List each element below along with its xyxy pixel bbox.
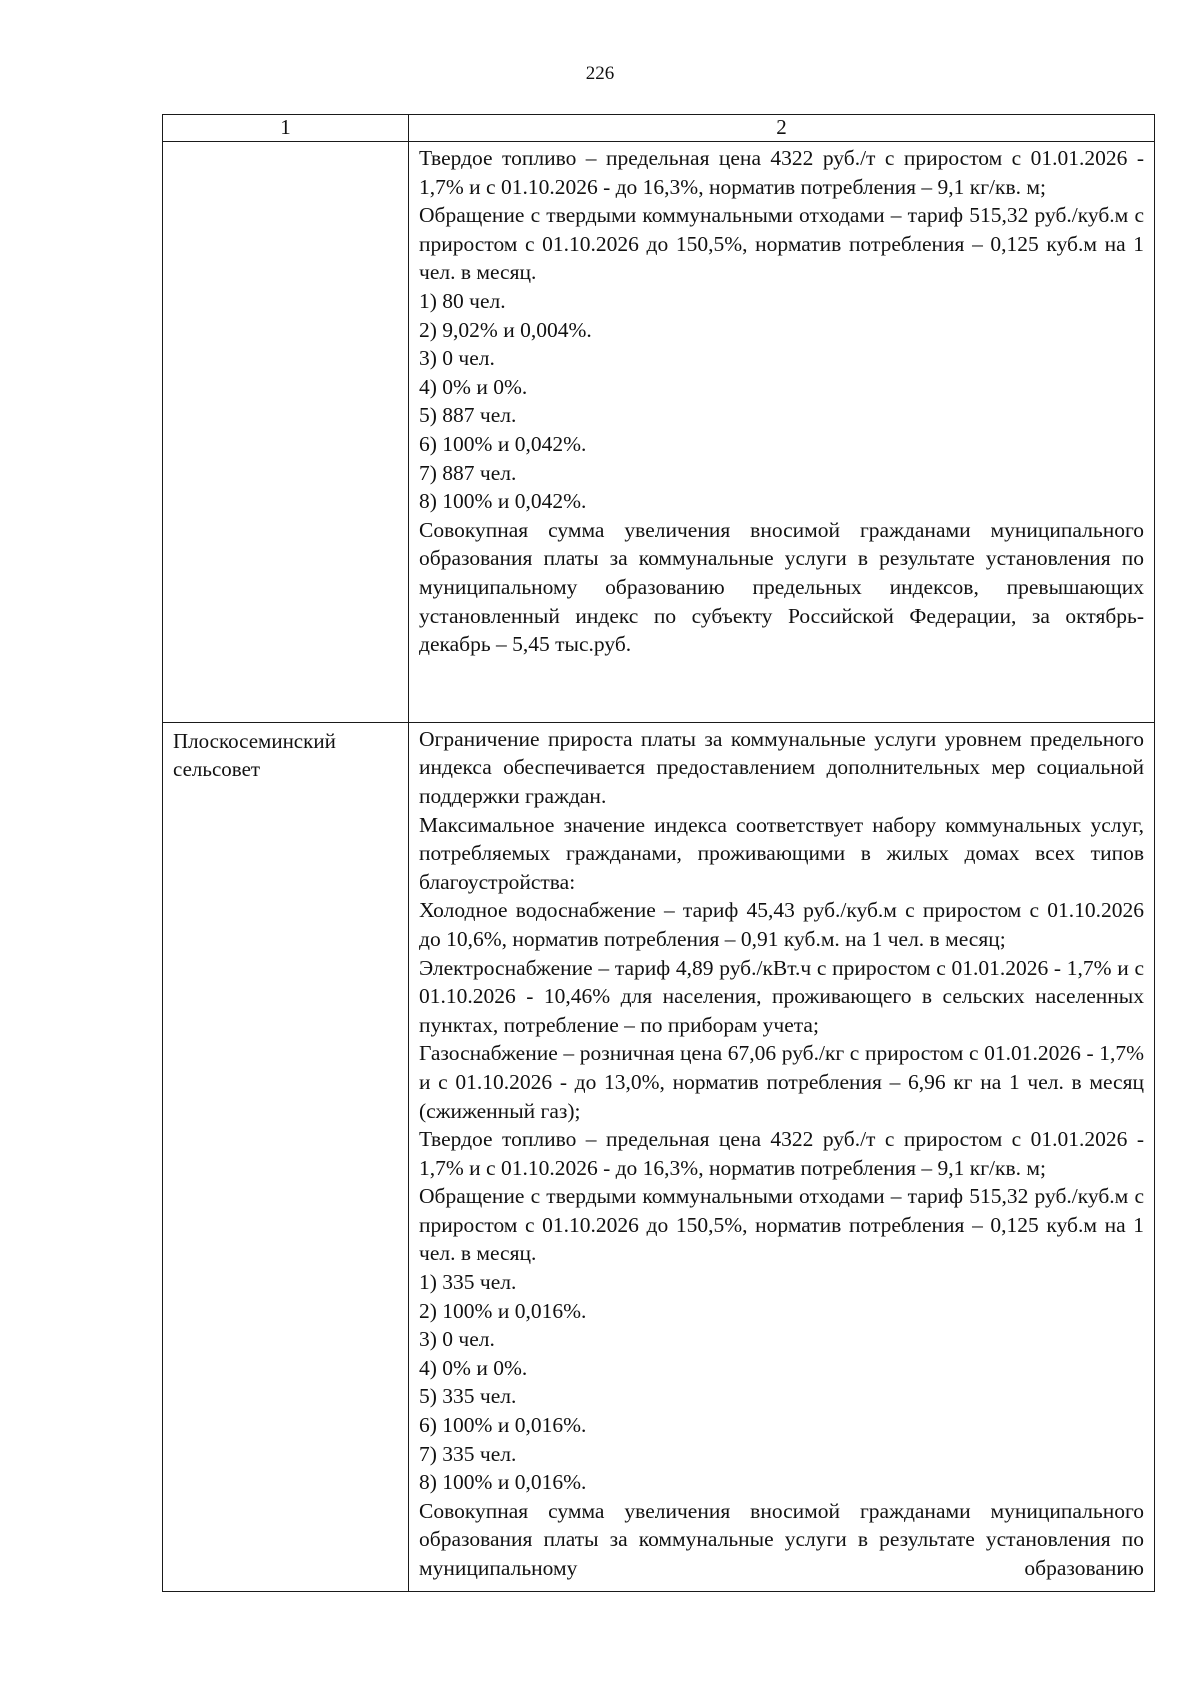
tariff-table: [162, 114, 1155, 1592]
list-item: 8) 100% и 0,016%.: [419, 1470, 587, 1495]
list-item: 5) 335 чел.: [419, 1384, 517, 1409]
paragraph-summary: Совокупная сумма увеличения вносимой гражданами муниципального образования платы за коммунальные услуги в результате установления по муниципальному образованию: [419, 1498, 1144, 1581]
paragraph-max-index: Максимальное значение индекса соответствует набору коммунальных услуг, потребляемых гражданами, проживающими в жилых домах всех типов благоустройства:: [419, 812, 1144, 894]
table-header-row: [163, 115, 1155, 142]
paragraph-solid-fuel: Твердое топливо – предельная цена 4322 руб./т с приростом с 01.01.2026 - 1,7% и с 01.10.2026 - до 16,3%, норматив потребления – 9,1 кг/кв. м;: [419, 146, 1144, 199]
list-item: 2) 100% и 0,016%.: [419, 1298, 587, 1323]
list-item: 4) 0% и 0%.: [419, 374, 528, 399]
page-number: 226: [585, 63, 615, 84]
list-item: 6) 100% и 0,042%.: [419, 431, 587, 456]
list-item: 6) 100% и 0,016%.: [419, 1413, 587, 1438]
paragraph-limit: Ограничение прироста платы за коммунальные услуги уровнем предельного индекса обеспечивается предоставлением дополнительных мер социальной поддержки граждан.: [419, 726, 1144, 808]
column-header-2: 2: [409, 115, 1155, 142]
list-item: 3) 0 чел.: [419, 346, 495, 371]
column-header-1: 1: [163, 115, 409, 142]
list-item: 7) 887 чел.: [419, 460, 517, 485]
table-row: [163, 142, 1155, 723]
paragraph-waste: Обращение с твердыми коммунальными отходами – тариф 515,32 руб./куб.м с приростом с 01.10.2026 до 150,5%, норматив потребления – 0,125 куб.м на 1 чел. в месяц.: [419, 203, 1144, 285]
paragraph-gas: Газоснабжение – розничная цена 67,06 руб./кг с приростом с 01.01.2026 - 1,7% и с 01.10.2026 - до 13,0%, норматив потребления – 6,96 кг на 1 чел. в месяц (сжиженный газ);: [419, 1041, 1144, 1123]
paragraph-waste: Обращение с твердыми коммунальными отходами – тариф 515,32 руб./куб.м с приростом с 01.10.2026 до 150,5%, норматив потребления – 0,125 куб.м на 1 чел. в месяц.: [419, 1184, 1144, 1266]
table-row: [163, 722, 1155, 1591]
paragraph-cold-water: Холодное водоснабжение – тариф 45,43 руб./куб.м с приростом с 01.10.2026 до 10,6%, норматив потребления – 0,91 куб.м. на 1 чел. в месяц;: [419, 898, 1144, 951]
paragraph-solid-fuel: Твердое топливо – предельная цена 4322 руб./т с приростом с 01.01.2026 - 1,7% и с 01.10.2026 - до 16,3%, норматив потребления – 9,1 кг/кв. м;: [419, 1127, 1144, 1180]
description-cell: [409, 142, 1155, 723]
paragraph-summary: Совокупная сумма увеличения вносимой гражданами муниципального образования платы за коммунальные услуги в результате установления по муниципальному образованию предельных индексов, превышающих установленный индекс по субъекту Российской Федерации, за октябрь-декабрь – 5,45 тыс.руб.: [419, 517, 1144, 657]
list-item: 7) 335 чел.: [419, 1441, 517, 1466]
list-item: 1) 80 чел.: [419, 288, 506, 313]
municipality-cell: [163, 142, 409, 723]
list-item: 5) 887 чел.: [419, 403, 517, 428]
list-item: 3) 0 чел.: [419, 1327, 495, 1352]
description-cell: [409, 722, 1155, 1591]
municipality-cell: Плоскосеминский сельсовет: [163, 722, 409, 1591]
list-item: 4) 0% и 0%.: [419, 1355, 528, 1380]
list-item: 2) 9,02% и 0,004%.: [419, 317, 592, 342]
paragraph-electricity: Электроснабжение – тариф 4,89 руб./кВт.ч с приростом с 01.01.2026 - 1,7% и с 01.10.2026 - 10,46% для населения, проживающего в сельских населенных пунктах, потребление – по приборам учета;: [419, 955, 1144, 1037]
list-item: 1) 335 чел.: [419, 1270, 517, 1295]
list-item: 8) 100% и 0,042%.: [419, 489, 587, 514]
